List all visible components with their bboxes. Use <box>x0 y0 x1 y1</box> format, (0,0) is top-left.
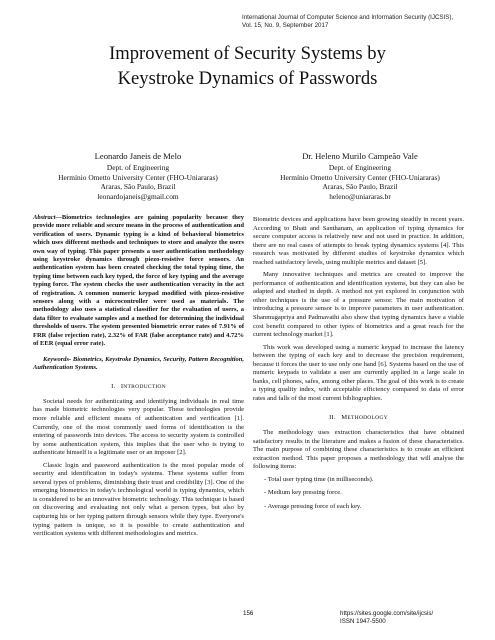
author-institution: Hermínio Ometto University Center (FHO-Uniararas) <box>280 172 440 182</box>
author-name: Dr. Heleno Murilo Campeão Vale <box>302 151 418 161</box>
footer-url: https://sites.google.com/site/ijcsis/ <box>340 610 434 617</box>
title-line-2: Keystroke Dynamics of Passwords <box>117 68 378 89</box>
author-institution: Hermínio Ometto University Center (FHO-Uniararas) <box>58 172 218 182</box>
list-item: - Average pressing force of each key. <box>264 502 362 510</box>
section-title-initial: M <box>341 414 348 422</box>
keywords: Keywords- Biometrics, Keystroke Dynamics, Security, Pattern Recognition, Authentication Systems. <box>33 355 244 371</box>
body-paragraph: Many innovative techniques and metrics are created to improve the performance of authentication and identification systems, but they can also be adapted and studied in depth. A method not yet explored in conjunction with other techniques is the use of a pressure sensor. The main motivation of introducing a pressure sensor is to improve parameters in user authentication. Shanmugapriya and Padmavathi also show that typing dynamics have a viable cost benefit compared to other types of biometrics and a great reach for the current technology market [1]. <box>253 271 464 339</box>
section-number: II. <box>329 414 336 422</box>
page-number: 156 <box>243 610 254 617</box>
body-paragraph: Biometric devices and applications have been growing steadily in recent years. According to Bhatt and Santhanam, an application of typing dynamics for secure computer access is relatively new and not used in practice. In addition, there are no real cases of attempts to break typing dynamics systems [4]. This research was motivated by different studies of keystroke dynamics which reached satisfactory levels, using multiple metrics and dataset [5]. <box>253 216 464 266</box>
author-dept: Dept. of Engineering <box>106 163 170 172</box>
abstract-text: —Biometrics technologies are gaining popularity because they provide more reliable and secure means in the process of authentication and verification of users. Dynamic typing is a kind of behavioral biometrics which uses different methods and techniques to store and analyze the users own way of typing. This paper presents a user authentication methodology using keystroke dynamics through piezo-resistive force sensors. An authentication system has been created checking the total typing time, the typing time between each key typed, the force of key typing and the average typing force. The system checks the user authentication veracity in the act of registration. A common numeric keypad modified with piezo-resistive sensors along with a microcontroller were used as materials. The methodology also uses a statistical classifier for the evaluation of users, a data filter to evaluate samples and a method for determining the individual thresholds of users. The system presented biometric error rates of 7.91% of FRR (false rejection rate), 2.32% of FAR (false acceptance rate) and 4.72% of EER (equal error rate). <box>33 214 244 348</box>
section-heading-methodology <box>253 414 464 423</box>
journal-header <box>242 14 453 30</box>
section-number: I. <box>111 383 116 391</box>
journal-volume: Vol. 15, No. 9, September 2017 <box>242 22 329 29</box>
list-item: - Total user typing time (in milliseconds). <box>264 475 374 483</box>
author-name: Leonardo Janeis de Melo <box>94 151 182 161</box>
author-location: Araras, São Paulo, Brazil <box>322 182 398 192</box>
section-title-rest: NTRODUCTION <box>123 384 166 391</box>
right-column <box>253 216 464 516</box>
footer-issn: ISSN 1947-5500 <box>340 618 386 625</box>
paper-title <box>0 41 495 91</box>
footer-info <box>340 610 433 626</box>
author-email: heleno@uniararas.br <box>329 191 391 201</box>
body-paragraph: Societal needs for authenticating and identifying individuals in real time has made biometric technologies very popular. These technologies provide more reliable and efficient means of authentication and verification [1]. Currently, one of the most commonly used forms of identification is the entering of passwords into devices. The access to security system is controlled by some authentication system, this implies that the user who is trying to authenticate himself is a legitimate user or an imposer [2]. <box>33 397 244 457</box>
author-location: Araras, São Paulo, Brazil <box>100 182 176 192</box>
section-heading-introduction <box>33 383 244 392</box>
section-title-rest: ETHODOLOGY <box>347 415 388 422</box>
author-block-1 <box>38 150 238 201</box>
body-paragraph: Classic login and password authentication is the most popular mode of security and identification in today's systems. These systems suffer from several types of problems, diminishing their trust and credibility [3]. One of the emerging biometrics in today's technological world is typing dynamics, which is considered to be an innovative biometric technology. This technique is based on discovering and evaluating not only what a person types, but also by capturing his or her typing pattern through sensors while they type. Everyone's typing pattern is unique, so it is possible to create authentication and verification systems with different methodologies and metrics. <box>33 461 244 538</box>
left-column <box>33 214 244 543</box>
body-paragraph: This work was developed using a numeric keypad to increase the latency between the typing of each key and to decrease the precision requirement, because it forces the user to use only one hand [6]. Systems based on the use of numeric keypads to validate a user are currently applied in a large scale in banks, cell phones, safes, among other places. The goal of this work is to create a typing quality index, with acceptable efficiency compared to data of error rates and falls of the most current bibliographies. <box>253 343 464 402</box>
body-paragraph: The methodology uses extraction characteristics that have obtained satisfactory results in the literature and makes a fusion of these characteristics. The main purpose of combining these characteristics is to create an efficient extraction method. This paper proposes a methodology that will analyse the following items: <box>253 429 464 471</box>
author-dept: Dept. of Engineering <box>328 163 392 172</box>
section-title-initial: I <box>120 383 124 391</box>
abstract-lead: Abstract <box>33 214 56 221</box>
journal-name: International Journal of Computer Science and Information Security (IJCSIS), <box>242 14 454 21</box>
list-item: - Medium key pressing force. <box>264 489 342 497</box>
abstract <box>33 214 244 349</box>
author-email: leonardojaneis@gmail.com <box>97 191 179 201</box>
author-block-2 <box>260 150 460 201</box>
title-line-1: Improvement of Security Systems by <box>109 43 386 64</box>
